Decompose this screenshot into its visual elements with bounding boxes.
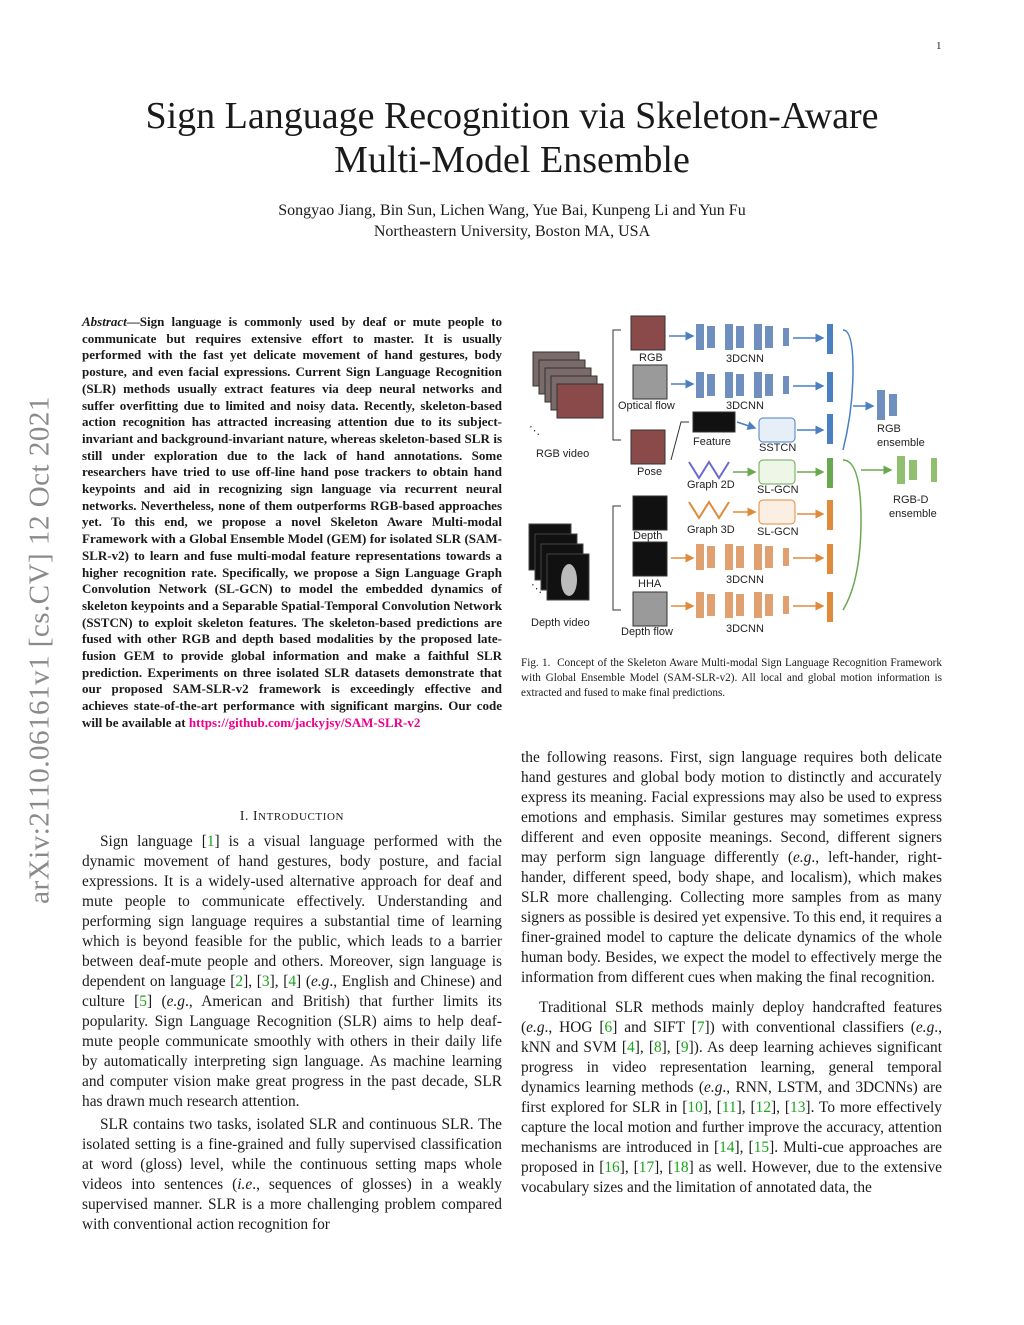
rgb-video-stack [533,352,603,418]
pose-thumbnail [631,430,665,464]
code-link[interactable]: https://github.com/jackyjsy/SAM-SLR-v2 [188,714,421,730]
feature-grid [693,412,735,432]
citation-link[interactable]: 17 [638,1159,655,1176]
cnn-row-3 [696,544,789,570]
pose-to-feature-line [671,422,689,460]
text-run: . Multi-cue approaches are proposed in [521,1139,942,1176]
slgcn-block-2 [759,500,795,524]
dots-rgb: ⋱ [529,425,540,437]
text-run: ., English and Chinese) and culture [82,973,502,1010]
ensemble-brace-rgb [843,330,853,450]
abstract [82,314,502,732]
cnn-row-2 [696,372,789,398]
bracket-depth [613,506,621,610]
text-run: ). As deep learning achieves significant progress in video representation learning, general temporal dynamics learning methods ( [521,1039,942,1096]
sstcn-block [759,418,795,442]
right-column [521,748,942,1198]
intro-paragraph-4: Traditional SLR methods mainly deploy handcrafted features (e.g., HOG [6] and SIFT [7]) with conventional classifiers (e.g., kNN and SVM [4], [8], [9]). As deep learning achieves significant progress in video representation learning, general temporal dynamics learning methods (e.g., RNN, LSTM, and 3DCNNs) are first explored for SLR in [10], [11], [12], [13]. To more effectively capture the local motion and further improve the accuracy, attention mechanisms are introduced in [14], [15]. Multi-cue approaches are proposed in [16], [17], [18] as well. However, due to the extensive vocabulary sizes and the limitation of annotated data, the [521,999,942,1196]
text-run: the following reasons. First, sign language requires both delicate hand gestures and global body motion to distinctly and accurately express its meaning. Facial expressions may also be used to express emotions and emphasis. Similar gestures may sometimes express different and even opposite meanings. Second, different signers may perform sign language differently ( [521,749,942,866]
section-numeral: I. [239,808,249,823]
citation-link[interactable]: 7 [696,1019,705,1036]
text-run: ., sequences of glosses) in a weakly supervised manner. SLR is a more challenging problem compared with conventional action recognition for [82,1176,503,1233]
text-run: is a visual language performed with the dynamic movement of hand gestures, body posture, and facial expressions. It is a widely-used alternative approach for deaf and mute people to communicate effectively. Understanding and performing sign language requires a substantial time of learning which is beyond feasible for the public, which leads to a barrier between deaf-mute people and others. Moreover, sign language is dependent on language [82,833,502,990]
abstract-lead: Abstract [82,314,127,329]
rgb-thumbnail [631,316,665,350]
label-rgb-video: RGB video [536,448,590,460]
text-run: ., kNN and SVM [521,1019,942,1056]
graph-2d-icon [689,462,729,478]
citation-link[interactable]: 4 [627,1039,635,1056]
label-feature: Feature [693,436,731,448]
intro-paragraph-3 [521,748,942,988]
section-initial: I [252,808,259,823]
abstract-dash: — [126,314,140,329]
text-run: e.g [311,973,330,990]
figure-1-caption [521,656,942,701]
text-run: e.g [704,1079,723,1096]
citation-link[interactable]: 5 [139,993,147,1010]
text-run: e.g [166,993,185,1010]
citation-link[interactable]: 6 [604,1019,613,1036]
text-run: e.g [915,1019,935,1036]
label-3dcnn-3: 3DCNN [726,574,764,586]
citation-link[interactable]: 4 [288,973,297,990]
figure-1-diagram [521,310,951,645]
intro-paragraph-2 [82,1115,502,1235]
arxiv-stamp [10,355,70,945]
label-pose: Pose [637,466,663,478]
label-depth-flow: Depth flow [621,626,673,638]
label-slgcn-1: SL-GCN [757,484,799,496]
label-rgbd-ensemble-1: RGB-D [893,494,929,506]
label-3dcnn-2: 3DCNN [726,400,764,412]
label-optical-flow: Optical flow [618,400,675,412]
arxiv-stamp-text: arXiv:2110.06161v1 [cs.CV] 12 Oct 2021 [23,396,56,904]
text-run: SLR contains two tasks, isolated SLR and continuous SLR. The isolated setting is a fine-grained and fully supervised classification at word (gloss) level, while the continuous setting maps whole videos into sentences ( [82,1116,502,1193]
text-run: ., left-hander, right-hander, different speed, body shape, and localism), which makes SLR more challenging. Collecting more samples from as many signers as possible is desired yet expensive. To this end, it requires a finer-grained model to capture the delicate dynamics of the whole human body. Besides, we expect the model to effectively merge the information from different cues when making the final recognition. [521,849,942,986]
score-vectors-blue [827,324,833,444]
text-run: e.g [793,849,812,866]
score-vectors-orange [827,500,833,622]
citation-link[interactable]: 9 [680,1039,689,1056]
text-run: ( [301,973,311,990]
citation-link[interactable]: 18 [673,1159,689,1176]
slgcn-block-1 [759,460,795,484]
abstract-body: Sign language is commonly used by deaf or mute people to communicate but requires extensive effort to master. It is usually performed with the fast yet delicate movement of hand gestures, body posture, and even facial expressions. Current Sign Language Recognition (SLR) methods usually extract features via deep neural networks and suffer overfitting due to limited and noisy data. Recently, skeleton-based action recognition has attracted increasing attention due to its subject-invariant and background-invariant nature, whereas skeleton-based SLR is still under exploration due to the lack of hand annotations. Some researchers have tried to use off-line hand pose trackers to obtain hand keypoints and aid in recognizing sign language via recurrent neural networks. Nevertheless, none of them outperforms RGB-based approaches yet. To this end, we propose a novel Skeleton Aware Multi-modal Framework with a Global Ensemble Model (GEM) for isolated SLR (SAM-SLR-v2) to learn and fuse multi-modal feature representations towards a higher recognition rate. Specifically, we propose a Sign Language Graph Convolution Network (SL-GCN) to model the embedded dynamics of skeleton keypoints and a Separable Spatial-Temporal Convolution Network (SSTCN) to exploit skeleton features. The skeleton-based predictions are fused with other RGB and depth based modalities by the proposed late-fusion GEM to provide global information and make a faithful SLR prediction. Experiments on three isolated SLR datasets demonstrate that our proposed SAM-SLR-v2 framework is exceedingly effective and achieves state-of-the-art performance with significant margins. Our code will be available at [82,314,502,730]
citation-link[interactable]: 11 [721,1099,737,1116]
rgb-ensemble-block [877,390,897,420]
title-line-2: Multi-Model Ensemble [334,139,690,181]
citation-link[interactable]: 14 [719,1139,735,1156]
citation-link[interactable]: 16 [604,1159,620,1176]
text-run: and SIFT [617,1019,692,1036]
label-rgb-ensemble-2: ensemble [877,437,925,449]
input-arrows-orange [671,558,693,606]
title-line-1: Sign Language Recognition via Skeleton-Aware [145,95,879,137]
label-depth: Depth [633,530,663,542]
section-rest: NTRODUCTION [258,811,345,823]
citation-link[interactable]: 8 [653,1039,662,1056]
text-run: e.g [526,1019,545,1036]
output-arrows [793,338,823,430]
text-run: ., American and British) that further limits its popularity. Sign Language Recognition (SLR) aims to help deaf-mute people communicate smoothly with others in their daily life by automatically interpreting sign language. As machine learning and computer vision make great progress in the past decade, SLR has drawn much research attention. [82,993,503,1110]
author-affiliation: Northeastern University, Boston MA, USA [373,223,651,240]
depth-flow-thumbnail [633,592,667,626]
text-run: ., RNN, LSTM, and 3DCNNs) are first explored for SLR in [521,1079,942,1116]
citation-link[interactable]: 15 [753,1139,770,1156]
hha-thumbnail [633,542,667,576]
text-run: ( [152,993,167,1010]
label-3dcnn-4: 3DCNN [726,623,764,635]
cnn-row-4 [696,592,789,618]
bracket-rgb [613,330,621,440]
page-number: 1 [936,40,942,52]
intro-paragraph-1: Sign language [1] is a visual language performed with the dynamic movement of hand gestures, body posture, and facial expressions. It is a widely-used alternative approach for deaf and mute people to communicate effectively. Understanding and performing sign language requires a substantial time of learning which is beyond feasible for the public, which leads to a barrier between deaf-mute people and others. Moreover, sign language is dependent on language [2], [3], [4] (e.g., English and Chinese) and culture [5] (e.g., American and British) that further limits its popularity. Sign Language Recognition (SLR) aims to help deaf-mute people communicate smoothly with others in their daily life by automatically interpreting sign language. As machine learning and computer vision make great progress in the past decade, SLR has drawn much research attention. [82,833,503,1110]
ensemble-brace-rgbd [843,460,861,610]
label-rgb: RGB [639,352,663,364]
text-run: as well. However, due to the extensive vocabulary sizes and the limitation of annotated data, the [521,1159,942,1196]
caption-text: Concept of the Skeleton Aware Multi-modal Sign Language Recognition Framework with Global Ensemble Model (SAM-SLR-v2). All local and global motion information is extracted and fused to make final predictions. [521,657,942,699]
optical-flow-thumbnail [633,365,667,399]
citation-link[interactable]: 12 [755,1099,772,1116]
citation-link[interactable]: 13 [790,1099,806,1116]
citation-link[interactable]: 1 [206,833,215,850]
depth-thumbnail [633,496,667,530]
citation-link[interactable]: 10 [687,1099,703,1116]
rgbd-ensemble-block [897,456,937,484]
cnn-row-1 [696,324,789,350]
label-rgb-ensemble-1: RGB [877,423,901,435]
citation-link[interactable]: 3 [261,973,270,990]
graph-3d-icon [689,502,729,518]
score-vector-green [827,458,833,488]
text-run: i.e [237,1176,253,1193]
paper-title [0,94,1024,182]
section-heading-introduction [82,808,502,824]
text-run: Traditional SLR methods mainly deploy handcrafted features ( [521,999,942,1036]
label-rgbd-ensemble-2: ensemble [889,508,937,520]
label-depth-video: Depth video [531,617,590,629]
text-run: . To more effectively capture the local motion and further improve the accuracy, attention mechanisms are introduced in [521,1099,942,1156]
author-names: Songyao Jiang, Bin Sun, Lichen Wang, Yue Bai, Kunpeng Li and Yun Fu [278,202,746,219]
left-column [82,832,502,1235]
label-3dcnn-1: 3DCNN [726,353,764,365]
label-graph-2d: Graph 2D [687,479,735,491]
label-graph-3d: Graph 3D [687,524,735,536]
citation-link[interactable]: 2 [235,973,244,990]
text-run: Sign language [100,833,202,850]
label-slgcn-2: SL-GCN [757,526,799,538]
dots-depth: ⋱ [531,583,542,595]
author-block [0,200,1024,242]
framework-diagram [521,310,951,645]
text-run: ., HOG [544,1019,600,1036]
label-sstcn: SSTCN [759,442,797,454]
label-hha: HHA [638,578,662,590]
caption-label: Fig. 1. [521,657,551,669]
text-run: ) with conventional classifiers ( [709,1019,916,1036]
